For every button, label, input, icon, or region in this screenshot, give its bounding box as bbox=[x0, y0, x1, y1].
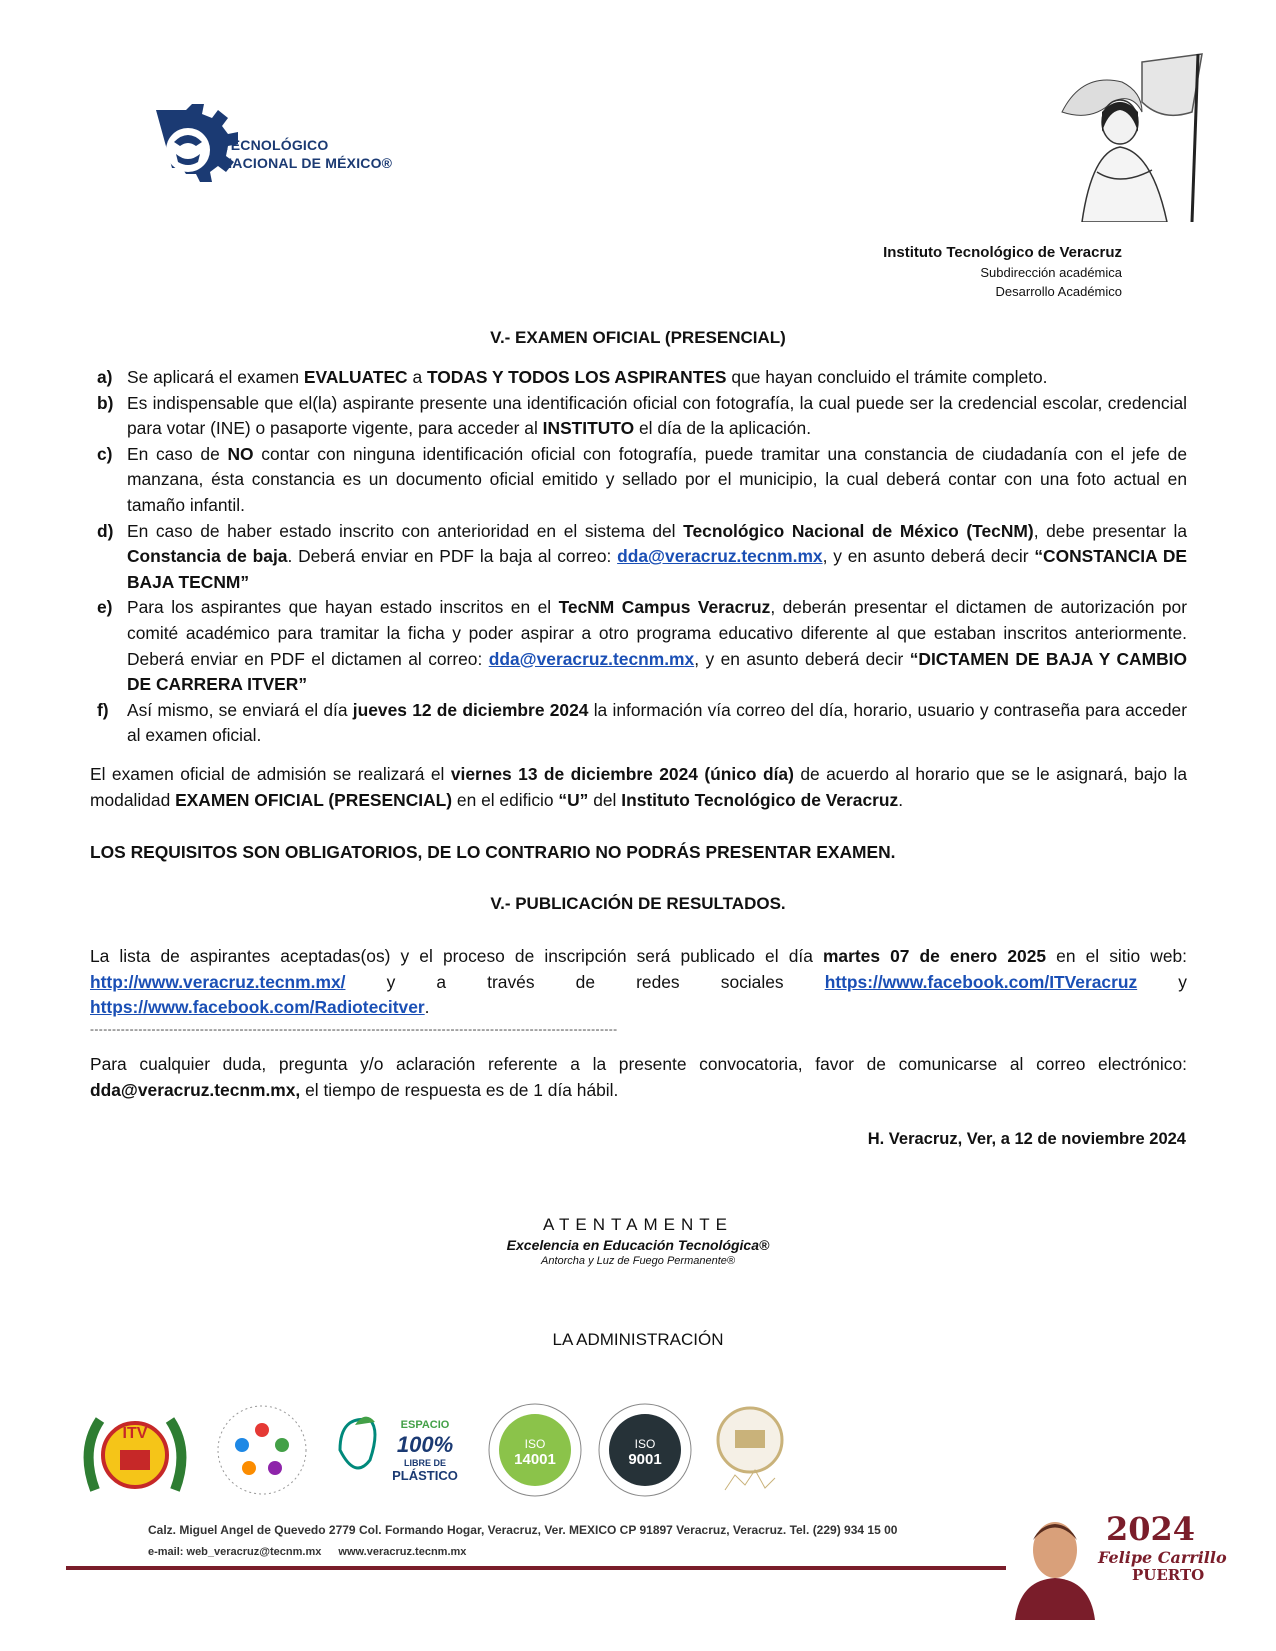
closing-block bbox=[0, 1215, 1276, 1267]
energy-seal-icon bbox=[705, 1400, 805, 1500]
dashed-separator: ------------------------------------------------------------------------------------------------------------------------ bbox=[90, 1022, 618, 1036]
department-line2: Desarrollo Académico bbox=[995, 284, 1122, 299]
list-item bbox=[97, 442, 1187, 519]
list-marker: a) bbox=[97, 367, 113, 387]
section1-title: V.- EXAMEN OFICIAL (PRESENCIAL) bbox=[490, 328, 786, 347]
requirements-notice: LOS REQUISITOS SON OBLIGATORIOS, DE LO CONTRARIO NO PODRÁS PRESENTAR EXAMEN. bbox=[90, 842, 896, 862]
list-item-text bbox=[127, 391, 1187, 442]
text-segment: contar con ninguna identificación oficial con fotografía, puede tramitar una constancia de ciudadanía con el jefe de manzana, ésta constancia es un documento oficial emitido y sellado por el municipio, la cual deberá contar con una foto actual en tamaño infantil. bbox=[127, 443, 1187, 515]
fcp-lastname: PUERTO bbox=[1132, 1566, 1205, 1584]
list-marker: f) bbox=[97, 699, 109, 720]
list-marker: d) bbox=[97, 520, 114, 541]
iso9001-seal-icon bbox=[595, 1400, 695, 1500]
signature: LA ADMINISTRACIÓN bbox=[552, 1330, 724, 1349]
motto-1: Excelencia en Educación Tecnológica® bbox=[506, 1237, 770, 1253]
bold-text: “DICTAMEN DE BAJA Y CAMBIO DE CARRERA ITVER” bbox=[127, 648, 1187, 695]
text-segment: El examen oficial de admisión se realizará el bbox=[90, 764, 451, 784]
bold-text: EVALUATEC bbox=[303, 367, 408, 387]
bold-text: INSTITUTO bbox=[542, 418, 635, 439]
footer-bar bbox=[66, 1566, 1006, 1570]
text-segment: . Deberá enviar en PDF la baja al correo: bbox=[287, 546, 618, 567]
link[interactable]: https://www.facebook.com/Radiotecitver bbox=[90, 997, 425, 1018]
fcp-year: 2024 bbox=[1106, 1510, 1196, 1548]
bold-text: “CONSTANCIA DE BAJA TECNM” bbox=[127, 546, 1188, 592]
list-item-text bbox=[127, 365, 1187, 391]
list-marker: c) bbox=[97, 443, 113, 464]
text-segment: En caso de bbox=[127, 443, 228, 464]
footer-address: Calz. Miguel Angel de Quevedo 2779 Col. Formando Hogar, Veracruz, Ver. MEXICO CP 91897 Veracruz, Veracruz. Tel. (229) 934 15 00 bbox=[148, 1523, 898, 1537]
bold-text: Constancia de baja bbox=[127, 546, 288, 567]
iso14001-number: 14001 bbox=[514, 1451, 556, 1468]
bold-text: TODAS Y TODOS LOS ASPIRANTES bbox=[426, 367, 727, 387]
list-item bbox=[97, 391, 1187, 442]
text-segment: Para los aspirantes que hayan estado inscritos en el bbox=[127, 597, 559, 618]
plastic-label4: PLÁSTICO bbox=[392, 1468, 458, 1483]
text-segment: Es indispensable que el(la) aspirante presente una identificación oficial con fotografía, la cual puede ser la credencial escolar, credencial para votar (INE) o pasaporte vigente, para acceder al bbox=[127, 392, 1187, 439]
iso9001-number: 9001 bbox=[628, 1451, 662, 1468]
text-segment: Se aplicará el examen bbox=[127, 367, 304, 387]
plastic-free-seal-icon bbox=[330, 1400, 470, 1500]
bold-text: martes 07 de enero 2025 bbox=[822, 946, 1047, 966]
plastic-label2: 100% bbox=[396, 1432, 454, 1457]
list-item bbox=[97, 519, 1187, 596]
list-item-text bbox=[127, 519, 1187, 596]
link[interactable]: https://www.facebook.com/ITVeracruz bbox=[824, 971, 1138, 992]
institute-name: Instituto Tecnológico de Veracruz bbox=[883, 244, 1122, 261]
results-paragraph bbox=[90, 944, 1187, 1021]
equality-seal-icon bbox=[212, 1400, 312, 1500]
fcp-name: Felipe Carrillo bbox=[1098, 1548, 1227, 1567]
text-segment: , deberán presentar el dictamen de autorización por comité académico para tramitar la ficha y poder aspirar a otro programa educativo diferente al que estaban inscritos anteriormente. Deberá enviar en PDF el dictamen al correo: bbox=[127, 597, 1188, 669]
text-segment: , y en asunto deberá decir bbox=[694, 648, 910, 669]
text-segment: la información vía correo del día, horario, usuario y contraseña para acceder al examen oficial. bbox=[127, 699, 1187, 746]
institute-header bbox=[883, 243, 1122, 301]
text-segment: a bbox=[407, 367, 427, 387]
bold-text: NO bbox=[227, 443, 254, 464]
text-segment: , debe presentar la bbox=[1033, 520, 1187, 541]
text-segment: y bbox=[1137, 971, 1187, 992]
text-segment: de acuerdo al horario que se le asignará, bajo la modalidad bbox=[90, 764, 1187, 810]
text-segment: En caso de haber estado inscrito con anterioridad en el sistema del bbox=[127, 520, 684, 541]
list-marker: b) bbox=[97, 392, 114, 413]
footer-email: e-mail: web_veracruz@tecnm.mx bbox=[148, 1546, 322, 1558]
text-segment: el día de la aplicación. bbox=[634, 418, 812, 439]
list-item bbox=[97, 365, 1187, 391]
itv-seal-icon bbox=[80, 1400, 190, 1510]
bold-text: “U” bbox=[558, 789, 589, 810]
place-date: H. Veracruz, Ver, a 12 de noviembre 2024 bbox=[867, 1130, 1186, 1148]
text-segment: Para cualquier duda, pregunta y/o aclaración referente a la presente convocatoria, favor de comunicarse al correo electrónico: bbox=[90, 1054, 1187, 1074]
text-segment: La lista de aspirantes aceptadas(os) y el proceso de inscripción será publicado el día bbox=[90, 946, 823, 966]
list-marker: e) bbox=[97, 597, 113, 618]
iso9001-top: ISO bbox=[634, 1437, 656, 1451]
section2-title: V.- PUBLICACIÓN DE RESULTADOS. bbox=[490, 894, 786, 913]
iso14001-top: ISO bbox=[524, 1437, 546, 1451]
text-segment: del bbox=[588, 789, 622, 810]
bold-text: dda@veracruz.tecnm.mx, bbox=[90, 1079, 301, 1100]
footer-web: www.veracruz.tecnm.mx bbox=[338, 1546, 467, 1558]
text-segment: . bbox=[424, 997, 430, 1018]
text-segment: , y en asunto deberá decir bbox=[822, 546, 1035, 567]
list-item bbox=[97, 595, 1187, 697]
text-segment: que hayan concluido el trámite completo. bbox=[726, 367, 1048, 387]
contact-paragraph bbox=[90, 1052, 1187, 1103]
text-segment: y a través de redes sociales bbox=[345, 971, 825, 992]
text-segment: Así mismo, se enviará el día bbox=[127, 699, 353, 720]
link[interactable]: http://www.veracruz.tecnm.mx/ bbox=[90, 971, 346, 992]
bold-text: Tecnológico Nacional de México (TecNM) bbox=[683, 520, 1034, 541]
list-item-text bbox=[127, 442, 1187, 519]
department-line1: Subdirección académica bbox=[980, 265, 1122, 280]
requirements-list bbox=[97, 365, 1187, 749]
logo-line1: TECNOLÓGICO bbox=[222, 137, 329, 153]
bold-text: jueves 12 de diciembre 2024 bbox=[352, 699, 589, 720]
list-item bbox=[97, 698, 1187, 749]
text-segment: en el sitio web: bbox=[1046, 946, 1187, 966]
logo-line2: NACIONAL DE MÉXICO® bbox=[222, 155, 393, 171]
plastic-label1: ESPACIO bbox=[400, 1419, 450, 1431]
list-item-text bbox=[127, 698, 1187, 749]
bold-text: TecNM Campus Veracruz bbox=[558, 597, 771, 618]
link[interactable]: dda@veracruz.tecnm.mx bbox=[488, 648, 695, 669]
text-segment: el tiempo de respuesta es de 1 día hábil. bbox=[300, 1079, 619, 1100]
iso14001-seal-icon bbox=[485, 1400, 585, 1500]
attentively: ATENTAMENTE bbox=[542, 1215, 734, 1234]
flag-woman-illustration bbox=[1042, 52, 1212, 222]
motto-2: Antorcha y Luz de Fuego Permanente® bbox=[541, 1255, 735, 1267]
bold-text: Instituto Tecnológico de Veracruz bbox=[621, 789, 899, 810]
list-item-text bbox=[127, 595, 1187, 697]
plastic-label3: LIBRE DE bbox=[403, 1458, 447, 1468]
bold-text: viernes 13 de diciembre 2024 (único día) bbox=[450, 764, 794, 784]
text-segment: . bbox=[898, 789, 904, 810]
itv-label: ITV bbox=[122, 1425, 148, 1442]
text-segment: en el edificio bbox=[452, 789, 559, 810]
tecnm-logo-text bbox=[222, 136, 392, 172]
exam-paragraph bbox=[90, 762, 1187, 813]
bold-text: EXAMEN OFICIAL (PRESENCIAL) bbox=[175, 789, 453, 810]
felipe-carrillo-portrait-icon bbox=[1010, 1510, 1100, 1620]
link[interactable]: dda@veracruz.tecnm.mx bbox=[617, 546, 823, 567]
footer-contact bbox=[148, 1546, 466, 1558]
